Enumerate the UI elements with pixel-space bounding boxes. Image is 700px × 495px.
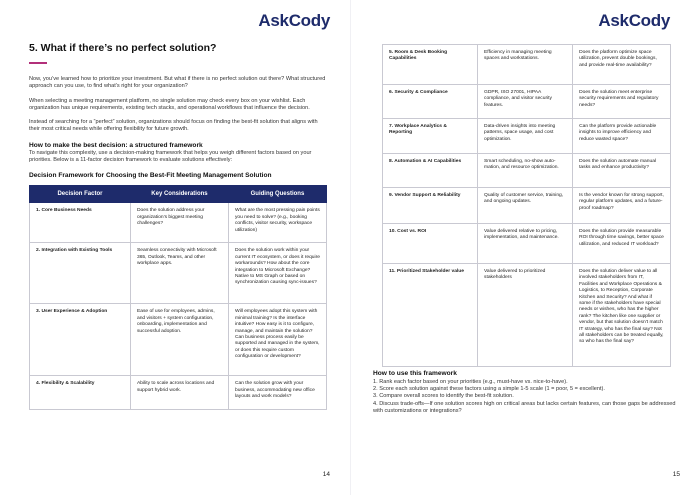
considerations-cell: Data-driven insights into meeting patterns, space usage, and cost optimization.: [478, 119, 573, 154]
intro-paragraph-3: Instead of searching for a “perfect” solution, organizations should focus on finding the best-fit solution that aligns with their most critical needs while offering flexibility for future growth.: [29, 119, 318, 133]
considerations-cell: GDPR, ISO 27001, HIPAA compliance, and visitor security features.: [478, 85, 573, 119]
table-row: [383, 85, 671, 119]
page-number-left: 14: [322, 471, 330, 478]
list-item: 3. Compare overall scores to identify the best-fit solution.: [373, 393, 514, 400]
list-item: 2. Score each solution against these factors using a simple 1-5 scale (1 = poor, 5 = excellent).: [373, 386, 605, 393]
table-row: [30, 304, 327, 376]
decision-framework-table: [29, 185, 327, 410]
table-row: [383, 188, 671, 224]
considerations-cell: Seamless connectivity with Microsoft 365, Outlook, Teams, and other workplace apps.: [130, 243, 228, 304]
considerations-cell: Efficiency in managing meeting spaces and workstations.: [478, 45, 573, 85]
factor-cell: 1. Core Business Needs: [30, 203, 131, 243]
factor-cell: 3. User Experience & Adoption: [30, 304, 131, 376]
considerations-cell: Value delivered to prioritized stakeholders: [478, 264, 573, 367]
section-title: 5. What if there’s no perfect solution?: [29, 42, 217, 54]
col-header-guiding-questions: Guiding Questions: [228, 186, 326, 203]
page-right: [350, 0, 700, 495]
factor-cell: 11. Prioritized Stakeholder value: [383, 264, 478, 367]
page-number-right: 15: [672, 471, 680, 478]
brand-logo: AskCody: [258, 11, 330, 30]
considerations-cell: Ability to scale across locations and support hybrid work.: [130, 376, 228, 410]
considerations-cell: Smart scheduling, no-show automation, and resource optimization.: [478, 154, 573, 188]
right-table-wrap: [382, 44, 671, 367]
table-row: [383, 264, 671, 367]
questions-cell: Does the platform optimize space utilization, prevent double bookings, and provide real-time availability?: [573, 45, 671, 85]
factor-cell: 8. Automation & AI Capabilities: [383, 154, 478, 188]
questions-cell: Does the solution provide measurable ROI through time savings, better space utilization, and reduced IT workload?: [573, 224, 671, 264]
questions-cell: Does the solution automate manual tasks and enhance productivity?: [573, 154, 671, 188]
left-content: [29, 42, 327, 410]
col-header-key-considerations: Key Considerations: [130, 186, 228, 203]
table-row: [383, 119, 671, 154]
factor-cell: 10. Cost vs. ROI: [383, 224, 478, 264]
questions-cell: Can the solution grow with your business, accommodating new office layouts and work models?: [228, 376, 326, 410]
table-row: [30, 243, 327, 304]
intro-paragraph-1: Now, you’ve learned how to prioritize your investment. But what if there is no perfect solution out there? What structured approach can you use, to find what’s right for your organization?: [29, 76, 326, 90]
how-to-use-heading: How to use this framework: [373, 370, 457, 377]
questions-cell: Does the solution work within your current IT ecosystem, or does it require workarounds? How about the core integration to Microsoft Exchange? Native to MS Graph or based on synchronization causing sync-issues?: [228, 243, 326, 304]
considerations-cell: Does the solution address your organization’s biggest meeting challenges?: [130, 203, 228, 243]
considerations-cell: Value delivered relative to pricing, implementation, and maintenance.: [478, 224, 573, 264]
factor-cell: 4. Flexibility & Scalability: [30, 376, 131, 410]
col-header-decision-factor: Decision Factor: [30, 186, 131, 203]
factor-cell: 9. Vendor Support & Reliability: [383, 188, 478, 224]
decision-framework-table-continued: [382, 44, 671, 367]
brand-logo: AskCody: [598, 11, 670, 30]
questions-cell: Can the platform provide actionable insights to improve efficiency and reduce wasted space?: [573, 119, 671, 154]
list-item: 1. Rank each factor based on your priorities (e.g., must-have vs. nice-to-have).: [373, 379, 568, 385]
framework-table-heading: Decision Framework for Choosing the Best-Fit Meeting Management Solution: [29, 172, 272, 180]
intro-paragraph-2: When selecting a meeting management platform, no single solution may check every box on your wishlist. Each organization has unique requirements, existing tech stacks, and operational workflows that influence the decision.: [29, 97, 310, 111]
accent-divider: [29, 62, 47, 64]
table-header-row: [30, 186, 327, 203]
factor-cell: 7. Workplace Analytics & Reporting: [383, 119, 478, 154]
how-to-use-section: [373, 370, 683, 415]
table-row: [383, 224, 671, 264]
table-row: [30, 376, 327, 410]
how-to-use-steps: [373, 379, 683, 415]
factor-cell: 6. Security & Compliance: [383, 85, 478, 119]
structured-framework-heading: How to make the best decision: a structured framework: [29, 141, 203, 149]
questions-cell: Will employees adopt this system with minimal training? Is the interface intuitive? How easy is it to configure, manage, and maintain the solution? Can business process easily be supported and managed in the system, or does this require custom configuration or development?: [228, 304, 326, 376]
table-row: [383, 154, 671, 188]
questions-cell: Does the solution deliver value to all involved stakeholders from IT, Facilities and Workplace Operations & Logistics, to Reception, Corporate Kitchen and Security? And what if some if the stakeholders have special needs or wishes, who has the higher rank? The kitchen like one supplier or vendor, but that solution doesn’t match IT strategy, who has the final say? Not all stakeholders can be treated equally, so who has the final say?: [573, 264, 671, 367]
list-item: 4. Discuss trade-offs—If one solution scores high on critical areas but lacks certain features, can those gaps be addressed with customizations or integrations?: [373, 400, 676, 414]
questions-cell: Does the solution meet enterprise security requirements and regulatory needs?: [573, 85, 671, 119]
structured-framework-text: To navigate this complexity, use a decision-making framework that helps you weigh different factors based on your priorities. Below is a 11-factor decision framework to evaluate solutions effectively:: [29, 149, 312, 164]
questions-cell: Is the vendor known for strong support, regular platform updates, and a future-proof roadmap?: [573, 188, 671, 224]
table-row: [383, 45, 671, 85]
factor-cell: 2. Integration with Existing Tools: [30, 243, 131, 304]
factor-cell: 5. Room & Desk Booking Capabilities: [383, 45, 478, 85]
considerations-cell: Ease of use for employees, admins, and visitors + system configuration, onboarding, implementation and successful adoption.: [130, 304, 228, 376]
considerations-cell: Quality of customer service, training, and ongoing updates.: [478, 188, 573, 224]
table-row: [30, 203, 327, 243]
questions-cell: What are the most pressing pain points you need to solve? (e.g., booking conflicts, visitor security, workspace utilization): [228, 203, 326, 243]
